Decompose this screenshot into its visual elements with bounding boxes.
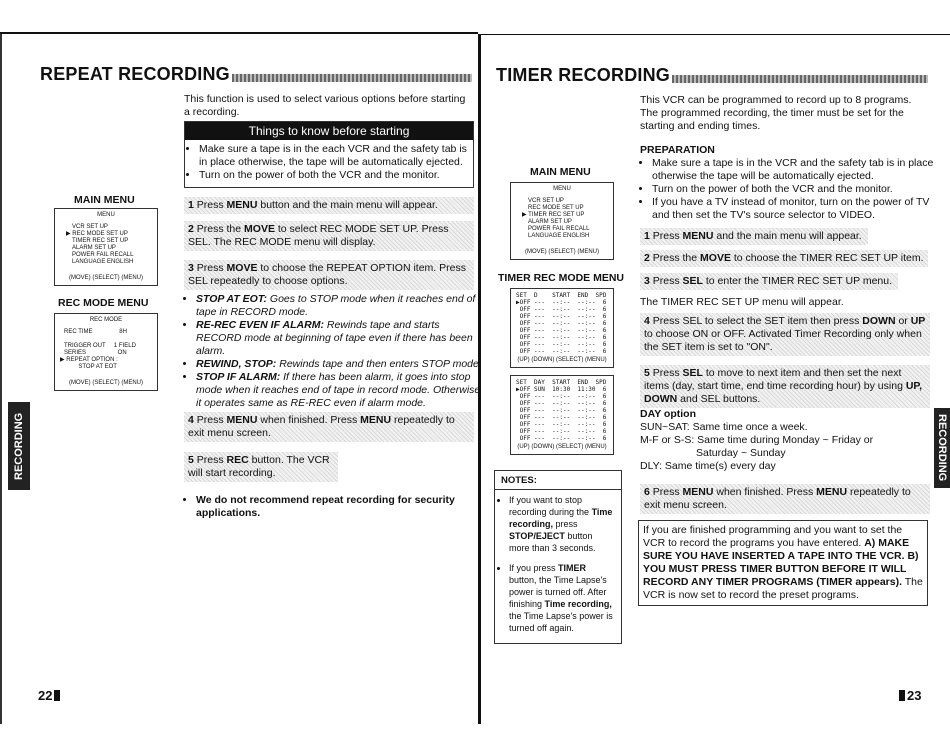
menu-caption: REC MODE <box>89 317 123 323</box>
day-line: Saturday ~ Sunday <box>696 447 786 459</box>
menu-row: ▶ REPEAT OPTION : <box>60 357 118 363</box>
step-text: Press the <box>193 223 245 235</box>
step-text: Press SEL to select the SET item then press <box>649 315 863 327</box>
step-key: REC <box>226 454 249 466</box>
step-key: MENU <box>226 199 258 211</box>
step-number: 2 <box>644 252 650 264</box>
option-desc: Goes to STOP mode when it reaches end of tape in RECORD mode. <box>196 293 476 318</box>
step-text: Press the <box>649 252 701 264</box>
menu-caption: MENU <box>97 212 115 218</box>
timer-rec-label: TIMER REC MODE MENU <box>498 272 624 284</box>
finish-text: The VCR is now set to record the preset programs. <box>643 576 923 601</box>
menu-row: TRIGGER OUT 1 FIELD <box>64 343 136 349</box>
step-text: Press <box>193 454 227 466</box>
menu-row: POWER FAIL RECALL <box>528 226 590 232</box>
page-marker-icon <box>54 690 60 701</box>
grid-row: OFF --- --:-- --:-- 6 <box>516 327 607 334</box>
grid-row: OFF --- --:-- --:-- 6 <box>516 306 607 313</box>
right-step-6 <box>640 484 930 514</box>
grid-row: OFF --- --:-- --:-- 6 <box>516 334 607 341</box>
step-text: Press <box>649 367 683 379</box>
grid-header: SET D START END SPD <box>516 292 607 299</box>
step-text: button and the main menu will appear. <box>257 199 438 211</box>
right-page-number <box>899 688 921 703</box>
option-term: STOP AT EOT: <box>196 293 267 305</box>
note-key: Time recording, <box>544 599 612 609</box>
repeat-options <box>184 293 486 410</box>
right-step-5 <box>640 365 930 408</box>
step-key: DOWN <box>862 315 896 327</box>
grid-row: OFF --- --:-- --:-- 6 <box>516 341 607 348</box>
day-heading: DAY option <box>640 408 697 420</box>
left-step-5 <box>184 452 338 482</box>
finish-warning: A) MAKE SURE YOU HAVE INSERTED A TAPE INTO THE VCR. B) YOU MUST PRESS TIMER BUTTON BEFORE IT WILL RECORD ANY TIMER PROGRAMS (TIMER appears). <box>643 537 919 588</box>
step-text: when finished. Press <box>257 414 361 426</box>
note-text: If you want to stop recording during the <box>509 495 592 517</box>
grid-row: OFF --- --:-- --:-- 6 <box>516 407 607 414</box>
step-text: to choose the REPEAT OPTION item. Press SEL repeatedly to choose options. <box>188 262 466 287</box>
right-intro: This VCR can be programmed to record up to 8 programs. The programmed recording, the timer must be set for the starting and ending times. <box>640 94 912 132</box>
left-step-3 <box>184 260 474 290</box>
finish-box <box>638 520 928 606</box>
grid-row: ▶OFF SUN 10:30 11:30 6 <box>516 386 607 393</box>
left-side-tab: RECORDING <box>8 402 30 490</box>
menu-footer: (MOVE) (SELECT) (MENU) <box>69 275 143 281</box>
menu-row: LANGUAGE ENGLISH <box>72 259 134 265</box>
step-key: MENU <box>682 230 714 242</box>
left-step-1 <box>184 197 474 214</box>
menu-row: LANGUAGE ENGLISH <box>528 233 590 239</box>
grid-row: ▶OFF --- --:-- --:-- 6 <box>516 299 607 306</box>
note-key: TIMER <box>558 563 587 573</box>
page-number-text: 23 <box>907 688 922 703</box>
left-intro: This function is used to select various options before starting a recording. <box>184 93 466 118</box>
step-text: when finished. Press <box>713 486 817 498</box>
right-step-2 <box>640 250 928 267</box>
rec-mode-menu-box <box>54 313 158 391</box>
option-item <box>196 371 486 410</box>
setup-appears: The TIMER REC SET UP menu will appear. <box>640 296 844 308</box>
step-key: SEL <box>682 275 703 287</box>
option-desc: Rewinds tape and then enters STOP mode. <box>276 358 482 370</box>
left-step-4 <box>184 412 474 442</box>
step-number: 2 <box>188 223 194 235</box>
day-line: DLY: Same time(s) every day <box>640 460 776 472</box>
step-key: MOVE <box>226 262 258 274</box>
step-number: 1 <box>188 199 194 211</box>
menu-row: REC TIME 8H <box>64 329 127 335</box>
step-text: button. The VCR will start recording. <box>188 454 330 479</box>
grid-row: OFF --- --:-- --:-- 6 <box>516 348 607 355</box>
step-text: Press <box>193 414 227 426</box>
option-term: STOP IF ALARM: <box>196 371 281 383</box>
step-text: Press <box>193 199 227 211</box>
option-desc: If there has been alarm, it goes into stop mode when it reaches end of tape in record mode. Otherwise it operates same as RE-REC even if alarm mode. <box>196 371 481 409</box>
step-key: MOVE <box>244 223 275 235</box>
notes-title: NOTES: <box>495 475 621 490</box>
step-number: 1 <box>644 230 650 242</box>
top-rule-right <box>480 34 950 35</box>
prep-item: • Make sure a tape is in the VCR and the safety tab is in place otherwise the tape will be automatically ejected. <box>652 157 942 183</box>
grid-row: OFF --- --:-- --:-- 6 <box>516 435 607 442</box>
grid-row: OFF --- --:-- --:-- 6 <box>516 320 607 327</box>
note-text: the Time Lapse's power is turned off again. <box>509 611 613 633</box>
step-text: to move to next item and then set the next items (day, start time, end time recording hour) by using <box>644 367 906 392</box>
note-text: press <box>553 519 578 529</box>
left-main-menu-label: MAIN MENU <box>74 194 135 206</box>
right-main-menu-label: MAIN MENU <box>530 166 591 178</box>
grid-header: SET DAY START END SPD <box>516 379 607 386</box>
prep-list <box>640 157 942 222</box>
note-key: STOP/EJECT <box>509 531 565 541</box>
notes-list <box>501 494 615 634</box>
step-text: Press <box>649 275 683 287</box>
note-text: button more than 3 seconds. <box>509 531 596 553</box>
step-key: MENU <box>682 486 714 498</box>
prep-item: • If you have a TV instead of monitor, turn on the power of TV and then set the TV's source selector to VIDEO. <box>652 196 942 222</box>
page-marker-icon <box>899 690 905 701</box>
step-number: 5 <box>644 367 650 379</box>
grid-row: OFF --- --:-- --:-- 6 <box>516 414 607 421</box>
rec-mode-label: REC MODE MENU <box>58 297 149 309</box>
step-text: Press <box>193 262 227 274</box>
menu-row <box>60 336 152 343</box>
prep-item: • Turn on the power of both the VCR and the monitor. <box>652 183 942 196</box>
step-text: Press <box>649 486 683 498</box>
option-item <box>196 358 486 371</box>
left-step-2 <box>184 221 474 251</box>
right-main-menu-box <box>510 182 614 260</box>
timer-grid-2 <box>510 375 614 455</box>
prep-heading: PREPARATION <box>640 144 715 156</box>
menu-caption: MENU <box>553 186 571 192</box>
left-title-bar <box>232 74 472 82</box>
step-number: 4 <box>188 414 194 426</box>
menu-row: STOP AT EOT <box>60 364 117 370</box>
top-rule-left <box>0 32 478 34</box>
day-lines <box>640 421 930 473</box>
menu-row: ALARM SET UP <box>528 219 572 225</box>
page-number-text: 22 <box>38 688 53 703</box>
grid-footer: (UP) (DOWN) (SELECT) (MENU) <box>517 357 607 363</box>
right-step-1 <box>640 228 868 245</box>
step-text: to enter the TIMER REC SET UP menu. <box>702 275 893 287</box>
note-key: Time recording, <box>509 507 613 529</box>
step-number: 3 <box>188 262 194 274</box>
step-text: Press <box>649 230 683 242</box>
step-text: to choose the TIMER REC SET UP item. <box>730 252 924 264</box>
grid-row: OFF --- --:-- --:-- 6 <box>516 313 607 320</box>
menu-row: VCR SET UP <box>72 224 108 230</box>
day-line: SUN~SAT: Same time once a week. <box>640 421 808 433</box>
option-term: RE-REC EVEN IF ALARM: <box>196 319 324 331</box>
right-side-tab: RECORDING <box>934 408 950 488</box>
note-text: button, the Time Lapse's power is turned off. After finishing <box>509 575 607 609</box>
notes-box <box>494 470 622 644</box>
menu-row: POWER FAIL RECALL <box>72 252 134 258</box>
step-key: UP <box>910 315 926 327</box>
option-desc: Rewinds tape and starts RECORD mode at beginning of tape even if there has been alarm. <box>196 319 473 357</box>
step-text: or <box>895 315 911 327</box>
timer-grid-1 <box>510 288 614 368</box>
step-text: to choose ON or OFF. Activated Timer Recording only when the SET item is set to "ON". <box>644 328 922 353</box>
things-list <box>185 140 473 182</box>
things-item: • Turn on the power of both the VCR and the monitor. <box>199 169 469 182</box>
step-number: 6 <box>644 486 650 498</box>
option-item <box>196 319 486 358</box>
menu-row: ▶ TIMER REC SET UP <box>522 212 585 218</box>
grid-row: OFF --- --:-- --:-- 6 <box>516 428 607 435</box>
right-step-4 <box>640 313 930 356</box>
step-number: 5 <box>188 454 194 466</box>
step-number: 3 <box>644 275 650 287</box>
left-edge <box>0 34 2 724</box>
right-step-3 <box>640 273 898 290</box>
menu-row: TIMER REC SET UP <box>72 238 129 244</box>
step-text: repeatedly to exit menu screen. <box>188 414 455 439</box>
grid-row: OFF --- --:-- --:-- 6 <box>516 400 607 407</box>
grid-row: OFF --- --:-- --:-- 6 <box>516 421 607 428</box>
things-box <box>184 121 474 188</box>
note-item <box>509 562 615 634</box>
step-text: to select REC MODE SET UP. Press SEL. The REC MODE menu will display. <box>188 223 449 248</box>
step-text: and the main menu will appear. <box>713 230 862 242</box>
step-key: SEL <box>682 367 703 379</box>
warning-item: • We do not recommend repeat recording for security applications. <box>196 494 486 520</box>
option-term: REWIND, STOP: <box>196 358 277 370</box>
step-number: 4 <box>644 315 650 327</box>
step-text: repeatedly to exit menu screen. <box>644 486 911 511</box>
step-key: MENU <box>226 414 258 426</box>
menu-footer: (MOVE) (SELECT) (MENU) <box>525 249 599 255</box>
step-text: and SEL buttons. <box>677 393 761 405</box>
left-main-menu-box <box>54 208 158 286</box>
step-key: UP, DOWN <box>644 380 922 405</box>
step-key: MOVE <box>700 252 731 264</box>
things-item: • Make sure a tape is in the each VCR and the safety tab is in place otherwise, the tape will be automatically ejected. <box>199 143 469 169</box>
things-header: Things to know before starting <box>185 122 473 140</box>
menu-row: VCR SET UP <box>528 198 564 204</box>
left-warning <box>184 494 486 520</box>
grid-row: OFF --- --:-- --:-- 6 <box>516 393 607 400</box>
left-page-number <box>38 688 60 703</box>
menu-row: ALARM SET UP <box>72 245 116 251</box>
step-key: MENU <box>360 414 392 426</box>
menu-row: REC MODE SET UP <box>528 205 584 211</box>
note-item <box>509 494 615 554</box>
menu-footer: (MOVE) (SELECT) (MENU) <box>69 380 143 386</box>
right-title-bar <box>672 75 928 83</box>
left-title: REPEAT RECORDING <box>40 64 230 84</box>
option-item <box>196 293 486 319</box>
day-line: M-F or S-S: Same time during Monday ~ Friday or <box>640 434 874 446</box>
right-title: TIMER RECORDING <box>496 65 670 85</box>
menu-row: ▶ REC MODE SET UP <box>66 231 128 237</box>
finish-text: If you are finished programming and you want to set the VCR to record the programs you have entered. <box>643 524 903 549</box>
grid-footer: (UP) (DOWN) (SELECT) (MENU) <box>517 444 607 450</box>
step-key: MENU <box>816 486 848 498</box>
note-text: If you press <box>509 563 559 573</box>
menu-row: SERIES ON <box>64 350 127 356</box>
